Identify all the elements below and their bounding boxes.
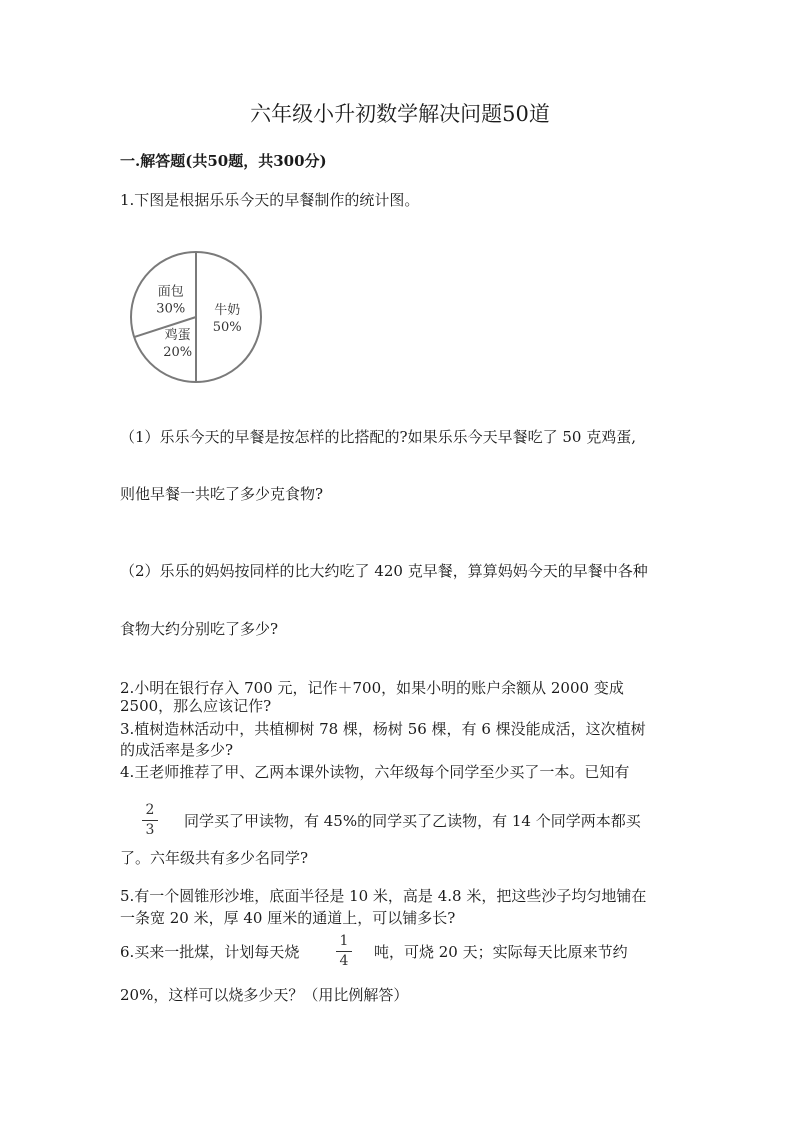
question-6-line-1-end: 吨，可烧 20 天；实际每天比原来节约 (374, 943, 628, 961)
question-1-part-1-line-2: 则他早餐一共吃了多少克食物? (120, 485, 324, 503)
question-2-line-1: 2.小明在银行存入 700 元，记作＋700，如果小明的账户余额从 2000 变成 (120, 679, 624, 697)
question-5-line-1: 5.有一个圆锥形沙堆，底面半径是 10 米，高是 4.8 米，把这些沙子均匀地铺在 (120, 887, 647, 905)
fraction-numerator: 1 (339, 933, 349, 949)
fraction-one-quarter (333, 933, 355, 970)
breakfast-pie-chart (121, 242, 271, 392)
pie-slice-value: 50% (212, 320, 242, 335)
question-1-part-2-line-1: （2）乐乐的妈妈按同样的比大约吃了 420 克早餐，算算妈妈今天的早餐中各种 (120, 562, 648, 580)
question-6-line-2: 20%，这样可以烧多少天？（用比例解答） (120, 986, 409, 1004)
question-3-line-1: 3.植树造林活动中，共植柳树 78 棵，杨树 56 棵，有 6 棵没能成活，这次植树 (120, 720, 646, 738)
question-6-line-1-start: 6.买来一批煤，计划每天烧 (120, 943, 300, 961)
question-4-line-2: 同学买了甲读物，有 45%的同学买了乙读物，有 14 个同学两本都买 (184, 812, 641, 830)
question-1-text: 1.下图是根据乐乐今天的早餐制作的统计图。 (120, 191, 420, 209)
fraction-denominator: 4 (339, 953, 349, 969)
question-2-line-2: 2500，那么应该记作? (120, 697, 272, 715)
question-3-line-2: 的成活率是多少? (120, 741, 234, 759)
question-5-line-2: 一条宽 20 米，厚 40 厘米的通道上，可以铺多长? (120, 909, 456, 927)
pie-slice-value: 20% (163, 345, 193, 361)
page-title: 六年级小升初数学解决问题50道 (250, 102, 550, 126)
question-4-line-1: 4.王老师推荐了甲、乙两本课外读物，六年级每个同学至少买了一本。已知有 (120, 763, 630, 781)
pie-slice-label: 面包 (157, 284, 184, 300)
pie-slice-label: 牛奶 (214, 303, 241, 318)
fraction-numerator: 2 (145, 802, 155, 818)
fraction-two-thirds (139, 802, 161, 839)
fraction-bar (336, 951, 352, 952)
pie-slice-label: 鸡蛋 (164, 328, 191, 344)
question-1-part-1-line-1: （1）乐乐今天的早餐是按怎样的比搭配的?如果乐乐今天早餐吃了 50 克鸡蛋, (120, 428, 636, 446)
question-1-part-2-line-2: 食物大约分别吃了多少? (120, 620, 279, 638)
question-4-line-3: 了。六年级共有多少名同学? (120, 849, 309, 867)
fraction-denominator: 3 (145, 822, 155, 838)
fraction-bar (142, 820, 158, 821)
pie-slice-value: 30% (156, 301, 186, 317)
section-heading: 一.解答题(共50题，共300分) (120, 152, 327, 170)
